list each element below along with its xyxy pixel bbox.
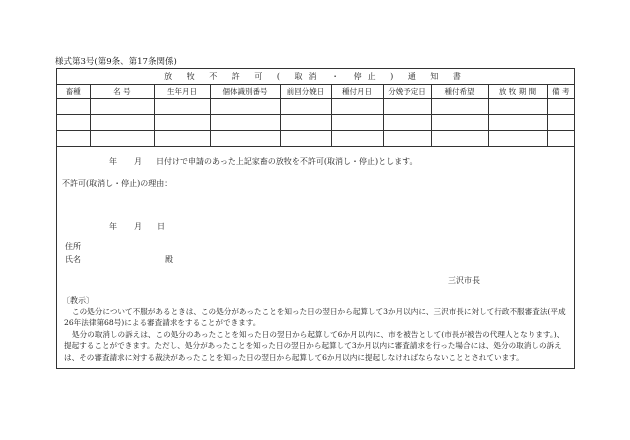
reason-label: 不許可(取消し・停止)の理由： xyxy=(62,179,173,188)
table-cell xyxy=(210,99,280,115)
instruction-paragraph-2: 処分の取消しの訴えは、この処分のあったことを知った日の翌日から起算して6か月以内に、市を被告として(市長が被告の代理人となります。)、提起することができます。ただし、処分があったことを知った日の翌日から起算して3か月以内に審査請求を行った場合には、処分の取消しの訴えは、その審査請求に対する裁決があったことを知った日の翌日から起算して6か月以内に提起しなければならないこととされています。 xyxy=(64,330,565,362)
date-day-label: 日 xyxy=(157,222,165,231)
table-cell xyxy=(431,115,488,131)
header-cell: 前回分娩日 xyxy=(280,85,331,99)
table-cell xyxy=(210,115,280,131)
honorific-label: 殿 xyxy=(165,255,173,264)
issuer-name: 三沢市長 xyxy=(448,276,480,285)
table-cell xyxy=(488,131,547,147)
header-cell: 種付希望 xyxy=(431,85,488,99)
header-cell: 分娩予定日 xyxy=(383,85,431,99)
title-row xyxy=(57,69,574,85)
address-label: 住所 xyxy=(65,242,81,251)
table-cell xyxy=(331,115,383,131)
instruction-heading: 〔教示〕 xyxy=(62,296,94,305)
table-cell xyxy=(90,99,154,115)
notice-sentence: 日付けで申請のあった上記家畜の放牧を不許可(取消し・停止)とします。 xyxy=(156,157,418,166)
table-cell xyxy=(547,115,574,131)
header-cell: 名 号 xyxy=(90,85,154,99)
table-cell xyxy=(383,99,431,115)
table-row xyxy=(57,99,574,115)
table-cell xyxy=(431,131,488,147)
table-cell xyxy=(331,99,383,115)
table-cell xyxy=(90,115,154,131)
table-row xyxy=(57,131,574,147)
table-cell xyxy=(90,131,154,147)
table-cell xyxy=(210,131,280,147)
table-cell xyxy=(154,131,210,147)
table-cell xyxy=(547,131,574,147)
header-cell: 備 考 xyxy=(547,85,574,99)
table-row xyxy=(57,115,574,131)
name-label: 氏名 xyxy=(65,255,81,264)
notice-year-label: 年 xyxy=(109,157,117,166)
table-cell xyxy=(280,115,331,131)
header-cell: 放 牧 期 間 xyxy=(488,85,547,99)
table-cell xyxy=(383,115,431,131)
form-frame xyxy=(56,68,575,369)
date-month-label: 月 xyxy=(134,222,142,231)
document-title: 放 牧 不 許 可 ( 取消 ・ 停止 ) 通 知 書 xyxy=(57,69,574,85)
table-cell xyxy=(154,99,210,115)
table-cell xyxy=(280,131,331,147)
table-cell xyxy=(488,115,547,131)
table-cell xyxy=(57,99,90,115)
table-cell xyxy=(280,99,331,115)
table-cell xyxy=(57,115,90,131)
table-cell xyxy=(331,131,383,147)
header-cell: 畜種 xyxy=(57,85,90,99)
instruction-paragraph-1: この処分について不服があるときは、この処分があったことを知った日の翌日から起算して3か月以内に、三沢市長に対して行政不服審査法(平成26年法律第68号)による審査請求をすることができます。 xyxy=(64,307,566,328)
table-cell xyxy=(383,131,431,147)
date-year-label: 年 xyxy=(109,222,117,231)
notice-month-label: 月 xyxy=(134,157,142,166)
table-header-row xyxy=(57,85,574,99)
table-cell xyxy=(154,115,210,131)
table-cell xyxy=(431,99,488,115)
table-cell xyxy=(488,99,547,115)
header-cell: 個体識別番号 xyxy=(210,85,280,99)
livestock-table xyxy=(57,69,574,147)
header-cell: 種付月日 xyxy=(331,85,383,99)
header-cell: 生年月日 xyxy=(154,85,210,99)
table-cell xyxy=(547,99,574,115)
table-cell xyxy=(57,131,90,147)
form-number: 様式第3号(第9条、第17条関係) xyxy=(55,57,177,67)
